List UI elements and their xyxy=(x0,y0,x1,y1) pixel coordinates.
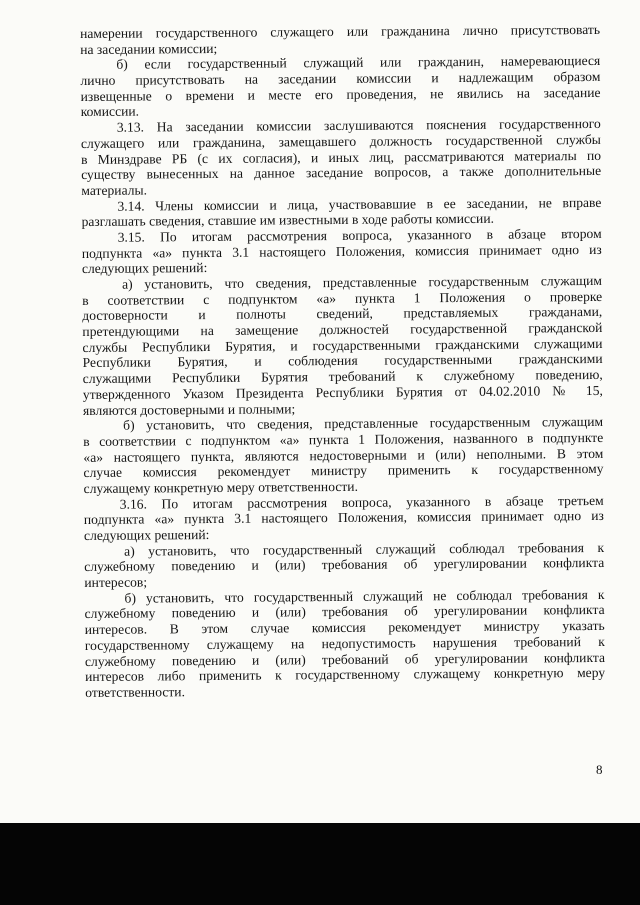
text-line: государственному служащему на недопустимость нарушения требований к xyxy=(84,633,605,653)
text-line: утвержденного Указом Президента Республики Бурятия от 04.02.2010 № 15, xyxy=(82,382,603,402)
text-line: комиссии. xyxy=(80,103,140,120)
text-line: подпункта «а» пункта 3.1 настоящего Положения, комиссия принимает одно из xyxy=(83,508,604,528)
text-line: являются достоверными и полными; xyxy=(82,400,296,418)
text-line: интересов либо применить к государственному служащему конкретную меру xyxy=(85,665,606,685)
text-line: следующих решений: xyxy=(83,526,210,543)
text-line: а) установить, что сведения, представленные государственным служащим xyxy=(121,272,603,292)
text-line: на заседании комиссии; xyxy=(80,40,218,57)
text-line: служащими Республики Бурятия требований к служебному поведению, xyxy=(82,367,603,387)
page-number: 8 xyxy=(596,762,603,777)
text-line: служебному поведению и (или) требования об урегулировании конфликта xyxy=(84,555,605,575)
document-body xyxy=(80,22,605,701)
text-line: в Минздраве РБ (с их согласия), и иных лиц, рассматриваются материалы по xyxy=(80,147,602,167)
text-line: б) если государственный служащий или гражданин, намеревающиеся xyxy=(116,53,601,73)
text-line: 3.16. По итогам рассмотрения вопроса, указанного в абзаце третьем xyxy=(119,492,604,512)
text-line: ответственности. xyxy=(85,684,186,700)
text-line: б) установить, что сведения, представленные государственным служащим xyxy=(123,414,604,433)
text-line: интересов. В этом случае комиссия рекомендует министру указать xyxy=(84,618,605,638)
text-line: интересов; xyxy=(84,574,148,591)
text-line: б) установить, что государственный служащий не соблюдал требования к xyxy=(124,586,605,606)
text-line: службы Республики Бурятия, и государственными гражданскими служащими xyxy=(82,335,603,355)
text-line: а) установить, что государственный служащий соблюдал требования к xyxy=(124,539,605,559)
text-line: служебному поведению и (или) требований об урегулировании конфликта xyxy=(84,649,606,669)
text-line: Республики Бурятия, и соблюдения государственными гражданскими xyxy=(82,351,603,371)
text-line: подпункта «а» пункта 3.1 настоящего Положения, комиссия принимает одно из xyxy=(81,241,602,261)
text-line: достоверности и полноты сведений, представляемых гражданами, xyxy=(82,304,603,324)
text-line: 3.14. Члены комиссии и лица, участвовавшие в ее заседании, не вправе xyxy=(117,194,602,214)
text-line: служащему конкретную меру ответственности. xyxy=(83,478,358,496)
text-line: следующих решений: xyxy=(81,260,208,277)
text-line: извещенные о времени и месте его проведения, не явились на заседание xyxy=(80,84,601,104)
text-line: «а» настоящего пункта, являются недостоверными и (или) неполными. В этом xyxy=(83,445,604,465)
text-line: 3.15. По итогам рассмотрения вопроса, указанного в абзаце втором xyxy=(117,225,602,245)
text-line: существу вынесенных на данное заседание вопросов, а также дополнительные xyxy=(81,163,602,183)
text-line: намерении государственного служащего или гражданина лично присутствовать xyxy=(80,21,601,41)
text-line: служебному поведению и (или) требования об урегулировании конфликта xyxy=(84,602,605,622)
text-line: служащего или гражданина, замещавшего должность государственной службы xyxy=(80,131,601,151)
text-line: в соответствии с подпунктом «а» пункта 1 Положения, названного в подпункте xyxy=(83,429,604,449)
text-line: в соответствии с подпунктом «а» пункта 1 Положения о проверке xyxy=(82,288,603,308)
text-line: претендующими на замещение должностей государственной гражданской xyxy=(82,319,603,340)
text-line: 3.13. На заседании комиссии заслушиваются пояснения государственного xyxy=(116,116,601,135)
text-line: разглашать сведения, ставшие им известными в ходе работы комиссии. xyxy=(81,211,495,230)
scan-border xyxy=(0,823,640,905)
text-line: случае комиссия рекомендует министру применить к государственному xyxy=(83,461,604,481)
text-line: лично присутствовать на заседании комиссии и надлежащим образом xyxy=(80,68,601,89)
text-line: материалы. xyxy=(81,182,148,198)
